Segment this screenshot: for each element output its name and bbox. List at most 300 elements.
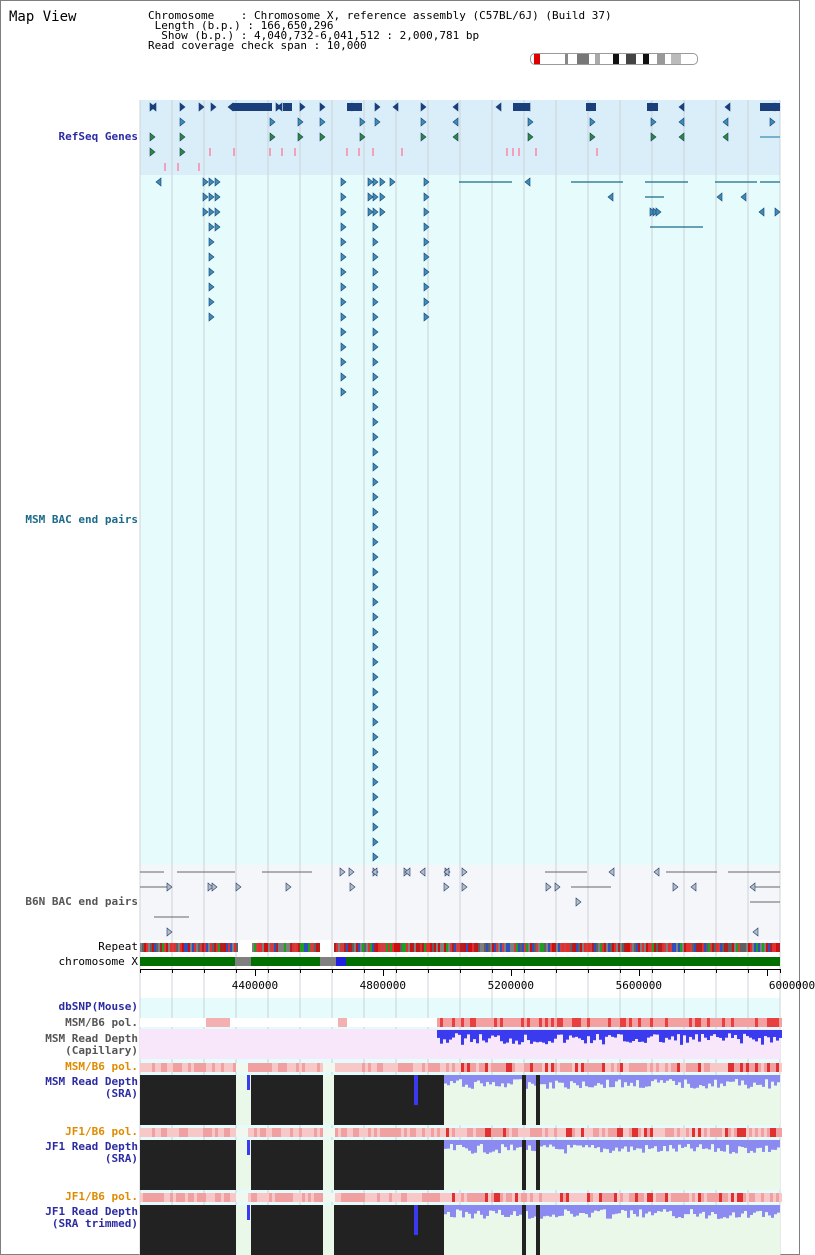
polymorphism-cell <box>494 1193 497 1202</box>
polymorphism-cell <box>314 1063 317 1072</box>
repeat-segment <box>254 943 256 952</box>
depth-bar <box>618 1205 621 1213</box>
depth-bar <box>759 1075 762 1085</box>
bac-end-arrow <box>341 373 346 381</box>
depth-bar <box>630 1205 633 1210</box>
repeat-segment <box>710 943 712 952</box>
polymorphism-cell <box>266 1128 269 1137</box>
polymorphism-cell <box>650 1193 653 1202</box>
gene-arrow <box>725 103 730 111</box>
polymorphism-cell <box>644 1063 647 1072</box>
gene-arrow <box>150 133 155 141</box>
depth-bar <box>585 1140 588 1145</box>
polymorphism-cell <box>416 1063 419 1072</box>
polymorphism-cell <box>566 1193 569 1202</box>
gene-arrow <box>375 103 380 111</box>
repeat-segment <box>660 943 662 952</box>
repeat-segment <box>524 943 526 952</box>
polymorphism-cell <box>188 1063 191 1072</box>
polymorphism-cell <box>671 1128 674 1137</box>
bac-end-arrow <box>373 343 378 351</box>
polymorphism-cell <box>347 1018 350 1027</box>
depth-bar <box>597 1075 600 1083</box>
capillary-depth-bar <box>767 1030 770 1037</box>
chromosome-region <box>336 957 346 966</box>
repeat-segment <box>666 943 668 952</box>
polymorphism-cell <box>662 1193 665 1202</box>
repeat-segment <box>760 943 762 952</box>
repeat-segment <box>208 943 210 952</box>
depth-bar <box>651 1140 654 1148</box>
repeat-segment <box>310 943 312 952</box>
repeat-segment <box>558 943 560 952</box>
polymorphism-cell <box>155 1128 158 1137</box>
polymorphism-cell <box>338 1063 341 1072</box>
polymorphism-cell <box>536 1018 539 1027</box>
repeat-segment <box>552 943 554 952</box>
polymorphism-cell <box>599 1018 602 1027</box>
depth-bar <box>747 1075 750 1088</box>
polymorphism-cell <box>656 1063 659 1072</box>
capillary-depth-bar <box>629 1030 632 1043</box>
polymorphism-cell <box>461 1063 464 1072</box>
msm-depth-capillary-line2: (Capillary) <box>65 1044 138 1057</box>
repeat-segment <box>482 943 484 952</box>
polymorphism-cell <box>380 1018 383 1027</box>
depth-bar <box>771 1205 774 1218</box>
gene-arrow <box>180 118 185 126</box>
polymorphism-cell <box>749 1018 752 1027</box>
polymorphism-cell <box>284 1193 287 1202</box>
polymorphism-cell <box>575 1018 578 1027</box>
polymorphism-cell <box>398 1193 401 1202</box>
bac-end-arrow <box>373 238 378 246</box>
repeat-segment <box>226 943 228 952</box>
depth-bar <box>462 1140 465 1147</box>
depth-bar <box>528 1205 531 1219</box>
polymorphism-cell <box>611 1193 614 1202</box>
polymorphism-cell <box>641 1018 644 1027</box>
gene-arrow <box>375 118 380 126</box>
depth-bar <box>507 1140 510 1150</box>
polymorphism-cell <box>716 1063 719 1072</box>
polymorphism-cell <box>410 1128 413 1137</box>
polymorphism-cell <box>242 1193 245 1202</box>
polymorphism-cell <box>713 1193 716 1202</box>
bac-end-arrow <box>380 208 385 216</box>
polymorphism-cell <box>218 1193 221 1202</box>
polymorphism-cell <box>572 1193 575 1202</box>
gene-exon-block <box>283 103 292 111</box>
polymorphism-cell <box>677 1193 680 1202</box>
polymorphism-cell <box>419 1018 422 1027</box>
polymorphism-cell <box>170 1128 173 1137</box>
msm-b6-pol-label-2: MSM/B6 pol. <box>65 1060 138 1073</box>
polymorphism-cell <box>173 1018 176 1027</box>
depth-bar <box>669 1075 672 1079</box>
repeat-segment <box>206 943 208 952</box>
repeat-segment <box>346 943 348 952</box>
polymorphism-cell <box>293 1018 296 1027</box>
polymorphism-cell <box>341 1128 344 1137</box>
polymorphism-cell <box>188 1018 191 1027</box>
polymorphism-cell <box>356 1063 359 1072</box>
repeat-segment <box>564 943 566 952</box>
polymorphism-cell <box>701 1063 704 1072</box>
bac-end-arrow <box>341 283 346 291</box>
depth-bar <box>414 1075 418 1105</box>
gene-arrow <box>150 148 155 156</box>
polymorphism-cell <box>146 1018 149 1027</box>
axis-tick <box>767 969 768 976</box>
refseq-label[interactable]: RefSeq Genes <box>58 130 138 143</box>
polymorphism-cell <box>485 1193 488 1202</box>
repeat-segment <box>212 943 214 952</box>
depth-bar <box>753 1075 756 1083</box>
polymorphism-cell <box>488 1128 491 1137</box>
gene-mark <box>358 148 360 156</box>
polymorphism-cell <box>164 1193 167 1202</box>
depth-bar <box>774 1140 777 1150</box>
repeat-segment <box>390 943 392 952</box>
polymorphism-cell <box>749 1063 752 1072</box>
jf1-depth-sra-line2: (SRA) <box>104 1152 138 1165</box>
depth-bar <box>603 1205 606 1209</box>
repeat-segment <box>752 943 754 952</box>
bac-end-arrow <box>209 208 214 216</box>
b6n-end-arrow <box>753 928 758 936</box>
repeat-segment <box>648 943 650 952</box>
polymorphism-cell <box>638 1018 641 1027</box>
polymorphism-cell <box>773 1018 776 1027</box>
polymorphism-cell <box>467 1193 470 1202</box>
repeat-segment <box>604 943 606 952</box>
depth-bar <box>768 1205 771 1215</box>
repeat-segment <box>646 943 648 952</box>
repeat-segment <box>176 943 178 952</box>
polymorphism-cell <box>149 1018 152 1027</box>
depth-bar <box>630 1140 633 1147</box>
polymorphism-cell <box>365 1018 368 1027</box>
repeat-segment <box>398 943 400 952</box>
depth-bar <box>447 1075 450 1085</box>
polymorphism-cell <box>170 1063 173 1072</box>
polymorphism-cell <box>716 1018 719 1027</box>
axis-minor-tick <box>460 969 461 973</box>
polymorphism-cell <box>542 1063 545 1072</box>
depth-bar <box>618 1140 621 1151</box>
polymorphism-cell <box>143 1128 146 1137</box>
depth-bar <box>561 1075 564 1083</box>
depth-bar <box>618 1075 621 1080</box>
polymorphism-cell <box>602 1063 605 1072</box>
depth-bar <box>474 1140 477 1153</box>
polymorphism-cell <box>455 1018 458 1027</box>
polymorphism-cell <box>203 1063 206 1072</box>
depth-bar <box>639 1140 642 1149</box>
polymorphism-cell <box>191 1063 194 1072</box>
repeat-segment <box>502 943 504 952</box>
dbsnp-label[interactable]: dbSNP(Mouse) <box>58 1000 138 1013</box>
polymorphism-cell <box>404 1018 407 1027</box>
polymorphism-cell <box>176 1063 179 1072</box>
polymorphism-cell <box>587 1193 590 1202</box>
repeat-segment <box>198 943 200 952</box>
polymorphism-cell <box>332 1193 335 1202</box>
repeat-segment <box>196 943 198 952</box>
polymorphism-cell <box>731 1128 734 1137</box>
polymorphism-cell <box>659 1128 662 1137</box>
capillary-depth-bar <box>740 1030 743 1043</box>
polymorphism-cell <box>611 1128 614 1137</box>
depth-bar <box>471 1205 474 1218</box>
polymorphism-cell <box>185 1128 188 1137</box>
repeat-segment <box>314 943 316 952</box>
depth-bar <box>732 1140 735 1152</box>
depth-bar <box>735 1075 738 1079</box>
repeat-segment <box>178 943 180 952</box>
polymorphism-cell <box>353 1063 356 1072</box>
polymorphism-cell <box>464 1193 467 1202</box>
depth-bar <box>564 1140 567 1153</box>
polymorphism-cell <box>236 1193 239 1202</box>
polymorphism-cell <box>440 1128 443 1137</box>
capillary-depth-bar <box>644 1030 647 1043</box>
polymorphism-cell <box>356 1128 359 1137</box>
polymorphism-cell <box>764 1018 767 1027</box>
capillary-depth-bar <box>530 1030 533 1044</box>
capillary-depth-bar <box>692 1030 695 1040</box>
capillary-depth-bar <box>593 1030 596 1040</box>
depth-bar <box>576 1205 579 1216</box>
polymorphism-cell <box>683 1193 686 1202</box>
repeat-segment <box>706 943 708 952</box>
polymorphism-cell <box>422 1193 425 1202</box>
repeat-segment <box>414 943 416 952</box>
polymorphism-cell <box>521 1128 524 1137</box>
polymorphism-cell <box>728 1063 731 1072</box>
repeat-segment <box>716 943 718 952</box>
polymorphism-cell <box>740 1063 743 1072</box>
polymorphism-cell <box>674 1128 677 1137</box>
polymorphism-cell <box>644 1128 647 1137</box>
polymorphism-cell <box>305 1018 308 1027</box>
capillary-depth-bar <box>734 1030 737 1035</box>
repeat-segment <box>454 943 456 952</box>
polymorphism-cell <box>773 1128 776 1137</box>
polymorphism-cell <box>779 1063 782 1072</box>
polymorphism-cell <box>380 1128 383 1137</box>
polymorphism-cell <box>368 1018 371 1027</box>
depth-bar <box>636 1075 639 1080</box>
repeat-segment <box>590 943 592 952</box>
polymorphism-cell <box>479 1018 482 1027</box>
polymorphism-cell <box>485 1018 488 1027</box>
polymorphism-cell <box>233 1018 236 1027</box>
repeat-segment <box>412 943 414 952</box>
polymorphism-cell <box>581 1063 584 1072</box>
polymorphism-cell <box>497 1063 500 1072</box>
depth-bar <box>717 1075 720 1088</box>
polymorphism-cell <box>389 1063 392 1072</box>
bac-end-arrow <box>209 178 214 186</box>
b6n-bac-label[interactable]: B6N BAC end pairs <box>25 895 138 908</box>
repeat-segment <box>768 943 770 952</box>
repeat-segment <box>596 943 598 952</box>
repeat-segment <box>438 943 440 952</box>
depth-bar <box>498 1075 501 1086</box>
polymorphism-cell <box>578 1018 581 1027</box>
polymorphism-cell <box>398 1063 401 1072</box>
depth-bar <box>489 1140 492 1152</box>
repeat-segment <box>380 943 382 952</box>
polymorphism-cell <box>662 1018 665 1027</box>
polymorphism-cell <box>776 1128 779 1137</box>
polymorphism-cell <box>374 1128 377 1137</box>
polymorphism-cell <box>668 1128 671 1137</box>
polymorphism-cell <box>527 1128 530 1137</box>
bac-end-arrow <box>209 313 214 321</box>
polymorphism-cell <box>578 1063 581 1072</box>
polymorphism-cell <box>479 1193 482 1202</box>
capillary-depth-bar <box>488 1030 491 1038</box>
depth-bar <box>519 1205 522 1215</box>
polymorphism-cell <box>776 1193 779 1202</box>
polymorphism-cell <box>626 1018 629 1027</box>
polymorphism-cell <box>476 1063 479 1072</box>
polymorphism-cell <box>299 1063 302 1072</box>
depth-bar <box>468 1140 471 1151</box>
polymorphism-cell <box>725 1018 728 1027</box>
polymorphism-cell <box>605 1018 608 1027</box>
repeat-segment <box>754 943 756 952</box>
depth-bar <box>756 1205 759 1211</box>
gene-mark <box>233 148 235 156</box>
bac-end-arrow <box>203 208 208 216</box>
polymorphism-cell <box>752 1018 755 1027</box>
depth-bar <box>546 1075 549 1089</box>
depth-bar <box>768 1075 771 1089</box>
polymorphism-cell <box>518 1128 521 1137</box>
repeat-segment <box>470 943 472 952</box>
polymorphism-cell <box>140 1063 143 1072</box>
polymorphism-cell <box>374 1193 377 1202</box>
polymorphism-cell <box>743 1193 746 1202</box>
jf1-b6-pol-label-2: JF1/B6 pol. <box>65 1190 138 1203</box>
depth-bar <box>552 1075 555 1088</box>
polymorphism-cell <box>641 1128 644 1137</box>
polymorphism-cell <box>752 1128 755 1137</box>
polymorphism-cell <box>500 1128 503 1137</box>
repeat-segment <box>450 943 452 952</box>
polymorphism-cell <box>371 1193 374 1202</box>
polymorphism-cell <box>590 1193 593 1202</box>
polymorphism-cell <box>341 1193 344 1202</box>
depth-bar <box>684 1205 687 1214</box>
depth-bar <box>606 1140 609 1149</box>
polymorphism-cell <box>401 1063 404 1072</box>
polymorphism-cell <box>767 1193 770 1202</box>
gene-arrow <box>651 133 656 141</box>
jf1-b6-pol-label: JF1/B6 pol. <box>65 1125 138 1138</box>
polymorphism-cell <box>593 1128 596 1137</box>
repeat-segment <box>190 943 192 952</box>
depth-bar <box>600 1140 603 1152</box>
depth-bar <box>696 1075 699 1088</box>
polymorphism-cell <box>206 1193 209 1202</box>
depth-bar <box>504 1140 507 1147</box>
depth-bar <box>552 1140 555 1147</box>
polymorphism-cell <box>728 1193 731 1202</box>
repeat-segment <box>218 943 220 952</box>
gene-exon-block <box>760 103 780 111</box>
polymorphism-cell <box>272 1128 275 1137</box>
polymorphism-cell <box>677 1063 680 1072</box>
repeat-segment <box>756 943 758 952</box>
repeat-segment <box>388 943 390 952</box>
bac-end-arrow <box>373 673 378 681</box>
depth-bar <box>576 1075 579 1085</box>
depth-bar <box>516 1205 519 1216</box>
polymorphism-cell <box>377 1128 380 1137</box>
bac-end-arrow <box>368 178 373 186</box>
polymorphism-cell <box>368 1063 371 1072</box>
polymorphism-cell <box>392 1128 395 1137</box>
polymorphism-cell <box>587 1018 590 1027</box>
repeat-segment <box>306 943 308 952</box>
depth-bar <box>732 1205 735 1212</box>
polymorphism-cell <box>431 1128 434 1137</box>
polymorphism-cell <box>704 1063 707 1072</box>
capillary-depth-bar <box>608 1030 611 1035</box>
bac-end-arrow <box>373 508 378 516</box>
repeat-segment <box>728 943 730 952</box>
repeat-segment <box>230 943 232 952</box>
polymorphism-cell <box>647 1063 650 1072</box>
polymorphism-cell <box>611 1063 614 1072</box>
polymorphism-cell <box>542 1018 545 1027</box>
polymorphism-cell <box>476 1128 479 1137</box>
polymorphism-cell <box>614 1128 617 1137</box>
depth-bar <box>639 1075 642 1088</box>
bac-end-arrow <box>373 763 378 771</box>
depth-bar <box>462 1205 465 1217</box>
depth-bar <box>657 1140 660 1152</box>
repeat-segment <box>556 943 558 952</box>
polymorphism-cell <box>317 1128 320 1137</box>
axis-tick <box>383 969 384 976</box>
polymorphism-cell <box>182 1018 185 1027</box>
polymorphism-cell <box>149 1128 152 1137</box>
repeat-segment <box>680 943 682 952</box>
depth-bar <box>729 1075 732 1082</box>
depth-bar <box>570 1075 573 1081</box>
polymorphism-cell <box>200 1018 203 1027</box>
polymorphism-cell <box>290 1193 293 1202</box>
msm-bac-label[interactable]: MSM BAC end pairs <box>25 513 138 526</box>
repeat-segment <box>632 943 634 952</box>
gene-arrow <box>228 103 233 111</box>
repeat-segment <box>174 943 176 952</box>
depth-bar <box>558 1205 561 1216</box>
polymorphism-cell <box>449 1128 452 1137</box>
polymorphism-cell <box>443 1063 446 1072</box>
repeat-segment <box>268 943 270 952</box>
polymorphism-cell <box>707 1018 710 1027</box>
msm-depth-sra-line1: MSM Read Depth <box>45 1075 138 1088</box>
polymorphism-cell <box>152 1193 155 1202</box>
capillary-depth-bar <box>452 1030 455 1038</box>
